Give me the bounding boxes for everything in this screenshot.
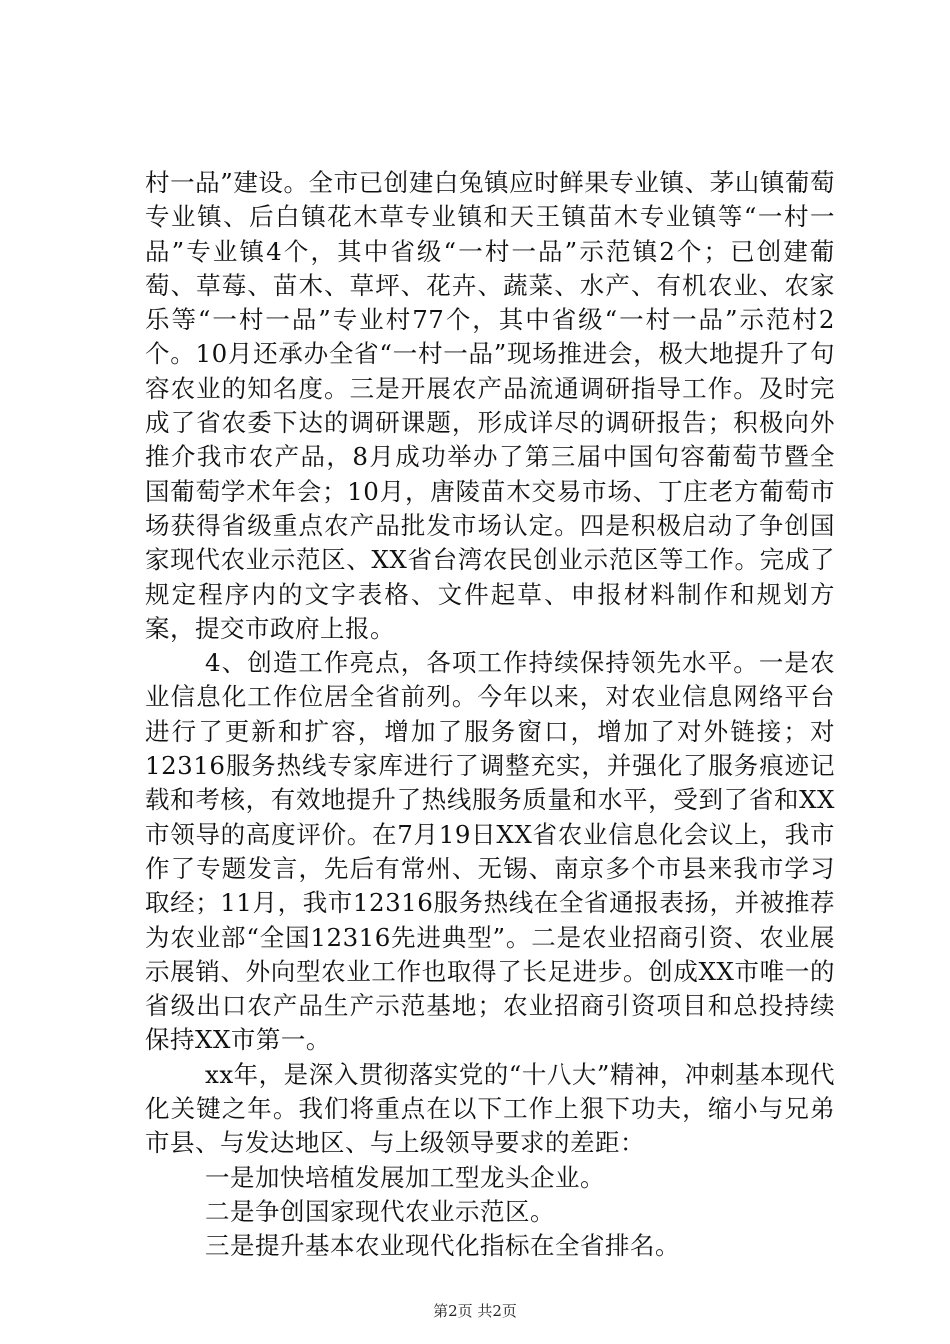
paragraph-5: 二是争创国家现代农业示范区。 xyxy=(205,1196,556,1226)
paragraph-1: 村一品”建设。全市已创建白兔镇应时鲜果专业镇、茅山镇葡萄专业镇、后白镇花木草专业镇和天王镇苗木专业镇等“一村一品”专业镇4个，其中省级“一村一品”示范镇2个；已创建葡萄、草莓、苗木、草坪、花卉、蔬菜、水产、有机农业、农家乐等“一村一品”专业村77个，其中省级“一村一品”示范村2个。10月还承办全省“一村一品”现场推进会，极大地提升了句容农业的知名度。三是开展农产品流通调研指导工作。及时完成了省农委下达的调研课题，形成详尽的调研报告；积极向外推介我市农产品，8月成功举办了第三届中国句容葡萄节暨全国葡萄学术年会；10月，唐陵苗木交易市场、丁庄老方葡萄市场获得省级重点农产品批发市场认定。四是积极启动了争创国家现代农业示范区、XX省台湾农民创业示范区等工作。完成了规定程序内的文字表格、文件起草、申报材料制作和规划方案，提交市政府上报。 xyxy=(145,168,835,643)
paragraph-4: 一是加快培植发展加工型龙头企业。 xyxy=(205,1162,606,1192)
paragraph-6: 三是提升基本农业现代化指标在全省排名。 xyxy=(205,1231,681,1261)
paragraph-3: xx年，是深入贯彻落实党的“十八大”精神，冲刺基本现代化关键之年。我们将重点在以下工作上狠下功夫，缩小与兄弟市县、与发达地区、与上级领导要求的差距： xyxy=(145,1059,835,1158)
page-footer: 第2页 共2页 xyxy=(433,1302,517,1320)
document-body xyxy=(145,166,835,1264)
paragraph-2: 4、创造工作亮点，各项工作持续保持领先水平。一是农业信息化工作位居全省前列。今年以来，对农业信息网络平台进行了更新和扩容，增加了服务窗口，增加了对外链接；对12316服务热线专家库进行了调整充实，并强化了服务痕迹记载和考核，有效地提升了热线服务质量和水平，受到了省和XX市领导的高度评价。在7月19日XX省农业信息化会议上，我市作了专题发言，先后有常州、无锡、南京多个市县来我市学习取经；11月，我市12316服务热线在全省通报表扬，并被推荐为农业部“全国12316先进典型”。二是农业招商引资、农业展示展销、外向型农业工作也取得了长足进步。创成XX市唯一的省级出口农产品生产示范基地；农业招商引资项目和总投持续保持XX市第一。 xyxy=(145,648,835,1055)
